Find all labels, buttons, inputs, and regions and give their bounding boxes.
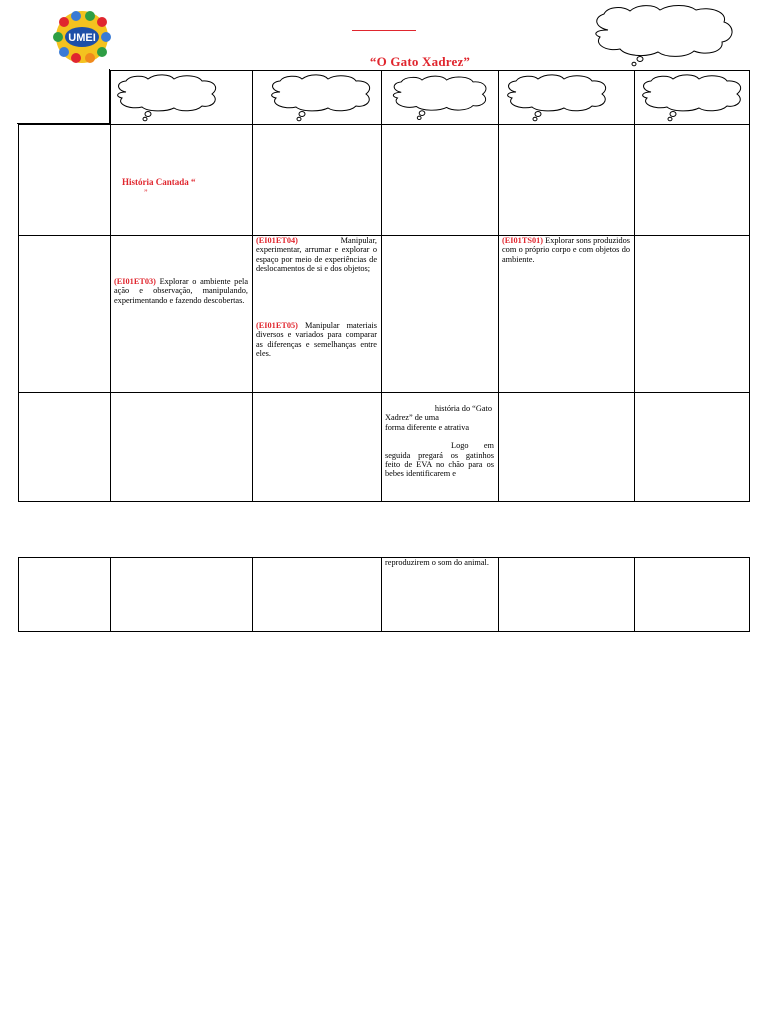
skill-et05: (EI01ET05) Manipular materiais diversos e variados para comparar as diferenças e semelhanças entre eles. <box>256 321 377 359</box>
umei-logo <box>50 10 114 64</box>
red-underline <box>352 30 416 31</box>
skill-ts01: (EI01TS01) Explorar sons produzidos com o próprio corpo e com objetos do ambiente. <box>502 236 630 264</box>
historia-close-quote: ” <box>144 188 148 197</box>
skill-et03: (EI01ET03) Explorar o ambiente pela ação e observação, manipulando, experimentando e fazendo descobertas. <box>114 277 248 305</box>
activity-continuation: reproduzirem o som do animal. <box>385 558 489 567</box>
activity-description: história do “Gato Xadrez” de uma forma diferente e atrativa Logo em seguida pregará os gatinhos feito de EVA no chão para os bebes identificarem e <box>385 404 494 479</box>
skill-et04: (EI01ET04) Manipular, experimentar, arrumar e explorar o espaço por meio de experiências de deslocamentos de si e dos objetos; <box>256 236 377 274</box>
historia-cantada-label: História Cantada “ <box>122 177 196 187</box>
header-cloud-icon <box>112 74 222 122</box>
planning-table-continued <box>18 557 750 632</box>
thought-cloud-icon <box>588 4 738 68</box>
header-cloud-icon <box>502 74 612 122</box>
logo-text: UMEI <box>68 32 96 44</box>
header-cloud-icon <box>637 74 747 122</box>
page-title: “O Gato Xadrez” <box>369 54 471 69</box>
header-cloud-icon <box>388 74 492 122</box>
header-cloud-icon <box>266 74 376 122</box>
